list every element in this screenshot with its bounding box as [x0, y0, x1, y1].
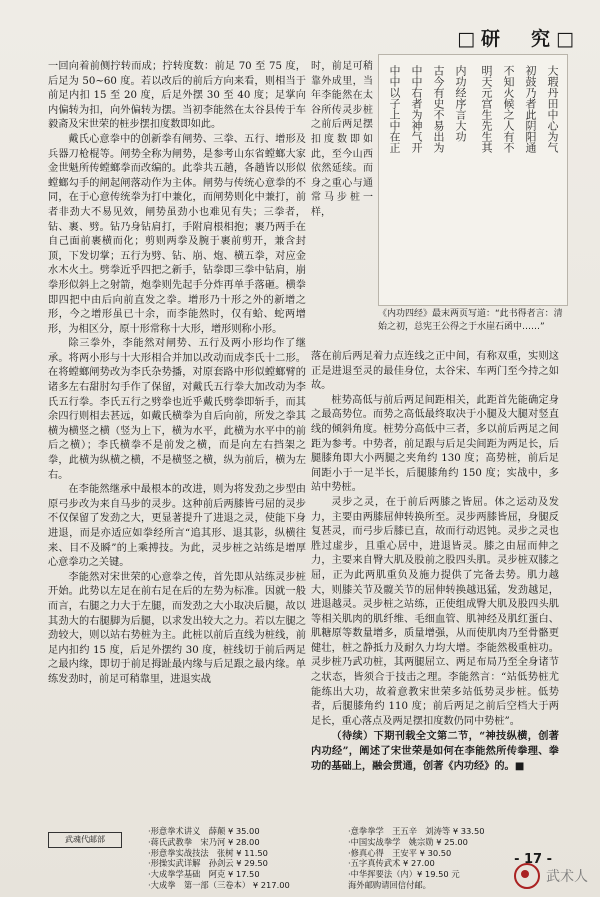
paragraph: 落在前后两足着力点连线之正中间，有称双重，实则这正是进退至灵的最佳身位，太谷宋、车两门至今持之如故。 [311, 351, 559, 392]
page-number: - 17 - [514, 852, 552, 867]
paragraph: 李能然对宋世荣的心意拳之传，首先即从站练灵步桩开始。此势以左足在前右足在后的左势为标准。因就一般而言，右腿之力大于左腿，而发劲之大小取决后腿，故以其劲大的右腿脚为后腿，以求发出较大之力。若以左腿之劲较大，则以站右势桩为主。此桩以前后直线为桩线，前足内扣约 15 度，后足外摆约 30 度，桩线切于前后两足之最内缘，即切于前足拇趾最内缘与后足跟之最内缘。单练发劲时，前足可稍靠里，进退实战 [48, 571, 306, 685]
manuscript-column: 不知火候之人有不 [502, 65, 515, 153]
watermark-text: 武术人 [546, 869, 588, 885]
paragraph: 灵步之灵，在于前后两膝之皆屈。体之运动及发力，主要由两膝屈伸转换所至。灵步两膝皆屈，身腿反复甚灵，而弓步后膝已直，故而行动迟钝。灵步之灵也胜过虚步，且重心居中，进退皆灵。膝之由屈而伸之力，主要来自臀大肌及股前之股四头肌。灵步桩双膝之屈，正为此两肌重负及施力提供了完备去势。肌力越大，则膝关节及髋关节的屈伸转换越迅猛，发劲越足，进退越灵。灵步桩之站练，正使组成臀大肌及股四头肌等相关肌肉的肌纤维、毛细血管、肌神经及肌红蛋白、肌糖原等数量增多，质量增强，从而使肌肉乃至骨骼更健壮，桩之静抵力及耐久力均大增。李能然极重桩功。灵步桩乃武功桩，其两腿屈立、两足布局乃至全身诸节之状态，皆须合于技击之理。李能然言：“站低势桩尤能练出大功，故着意教宋世荣多站低势灵步桩。低势者，后腿膝角约 110 度；前后两足之前后空档大于两足长，重心落点及两足摆扣度数仍同中势桩”。 [311, 496, 559, 727]
list-item: ·大成拳 第一部（三卷本） ¥ 217.00 [148, 879, 290, 890]
list-item: ·意拳拳学 王五辛 刘涛等 ¥ 33.50 [348, 826, 485, 836]
manuscript-column: 古今有史不易出为 [432, 65, 445, 153]
list-item: ·中国实战拳学 姚宗勋 ¥ 25.00 [348, 836, 468, 847]
brand-logo-icon [514, 863, 540, 889]
manuscript-column: 中中右者为神气开 [410, 65, 423, 153]
paragraph: 在李能然继承中最根本的改进，则为将发劲之步型由原弓步改为来自马步的灵步。这种前后两膝皆弓屈的灵步不仅保留了发劲之大，更显著提升了进退之灵，使能下身进退，而是亦适应如拳经所言“追其形、退其影，纵横往来、目不及瞬”的上乘搏技。为此，灵步桩之站练是增厚心意拳功之关键。 [48, 484, 306, 569]
paragraph: 除三拳外，李能然对闸势、五行及两小形均作了继承。将两小形与十大形相合并加以改动而成李氏十二形。在将螳螂闸势改为李氏杂势播，对原套路中形似螳螂臂的诸多左右甜肘勾手作了保留，对戴氏五行拳大加改动为李氏五行拳。李氏五行之劈拳也近乎戴氏劈拳即斩手，而其余四行则相去甚远，如戴氏横拳为自后向前，所发之拳其横为横竖之横（竖为上下，横为水平，此横为水平中的前后之横）；李氏横拳不是前发之横，而是向左右挡架之拳，此横为纵横之横，不是横竖之横，纵为前后，横为左右。 [48, 338, 306, 481]
manuscript-column: 内功经序言大功 [454, 65, 467, 142]
image-caption: 《内功四经》最末两页写道：“此书得者言：清始之初，总宪王公得之于水崖石函中……” [378, 309, 563, 332]
manuscript-column: 大瑕丹田中心为气 [546, 65, 559, 153]
left-column-text [48, 60, 306, 840]
watermark [514, 863, 588, 889]
paragraph: 时，前足可稍靠外成里，当年李能然在太谷所传灵步桩之前后两足摆扣度数即如此，至今山西依然延续。而身之重心与通常马步桩一样， [311, 61, 373, 218]
book-list-right [348, 826, 528, 891]
list-item: ·蒋氏武教拳 宋乃河 ¥ 28.00 [148, 836, 260, 847]
manuscript-image [378, 54, 568, 306]
list-item: ·大成拳学基础 阿克 ¥ 17.50 [148, 869, 260, 880]
manuscript-column: 初鼓乃者此阴阳通 [524, 65, 537, 153]
next-issue-note: （待续）下期刊载全文第二节，“神技纵横，创著内功经”，阐述了宋世荣是如何在李能然所传拳理、拳功的基础上，融会贯通，创著《内功经》的。■ [311, 730, 559, 772]
list-item: ·形意拳术讲义 薛颠 ¥ 35.00 [148, 826, 260, 836]
paragraph: 戴氏心意拳中的创新拳有闸势、三拳、五行、增形及兵器刀枪棍等。闸势全称为闸势，是参考山东省螳螂大家金世魁所传螳螂拳而改编的。此拳共五趟，各趟皆以形似螳螂勾手的闸起闸落动作为主体。闸势与传统心意拳的不同，在于心意传统拳为打中兼化，而闸势则化中兼打，前者非劲大不易见效，闸势虽劲小也难见有失；三拳者，钻、裹、劈。钻乃身钻肩打，手附肩根相抱；裹乃两手在自己面前裹横而化；剪则两拳及腕于裹前剪开，兼含封顶，下发切掌；五行为劈、钻、崩、炮、横五拳，对应金水木火土。劈拳近乎四把之新手，钻拳即三拳中钻肩，崩拳形似斜上之射箭，炮拳则先起手分炸再单手落砸。横拳即四把中由后向前直发之拳。增形乃十形之外的新增之形，今之增形虽已十余，而李能然时，仅有蛤、蛇两增形，为相区分，原十形常称十大形，增形则称小形。 [48, 133, 306, 335]
paragraph: 一回向着前侧拧转而成；拧转度数：前足 70 至 75 度，后足为 50~60 度。若以改后的前后方向来看，则相当于前足内扣 15 至 20 度，后足外摆 30 至 40 度；足掌向内偏转为扣，向外偏转为摆。当初李能然在太谷县传于车毅斋及宋世荣的桩步摆扣度数即如此。 [48, 61, 306, 131]
footer-label: 武魂代邮部 [48, 832, 122, 848]
narrow-column-text [311, 60, 373, 350]
paragraph: 桩势高低与前后两足间距相关，此距首先能确定身之最高势位。而势之高低最终取决于小腿及大腿对竖直线的倾斜角度。桩势分高低中三者，多以前后两足之间距为参考。中势者，前足跟与后足尖间距为两足长，后腿膝角即大小两腿之夹角约 130 度；高势桩，前后足间距小于一足半长，后腿膝角约 150 度；实战中，多站中势桩。 [311, 394, 559, 494]
list-item: ·形操实武详解 孙剑云 ¥ 29.50 [148, 858, 268, 869]
list-item: ·形意拳实战技法 张树 ¥ 11.50 [148, 847, 268, 858]
manuscript-column: 明天元宫生先生其 [480, 65, 493, 153]
list-item: ·中华挥要法（内）¥ 19.50 元 [348, 869, 460, 880]
right-column-text [311, 350, 559, 820]
list-item: ·五字真传武术 ¥ 27.00 [348, 858, 435, 869]
list-item: ·修真心得 王安平 ¥ 30.50 [348, 847, 452, 858]
manuscript-column: 中中以子上中在正 [388, 65, 401, 153]
section-header: □研 究□ [457, 28, 580, 50]
book-list-left [148, 826, 328, 891]
list-item: 海外邮购请回信付邮。 [348, 879, 431, 890]
